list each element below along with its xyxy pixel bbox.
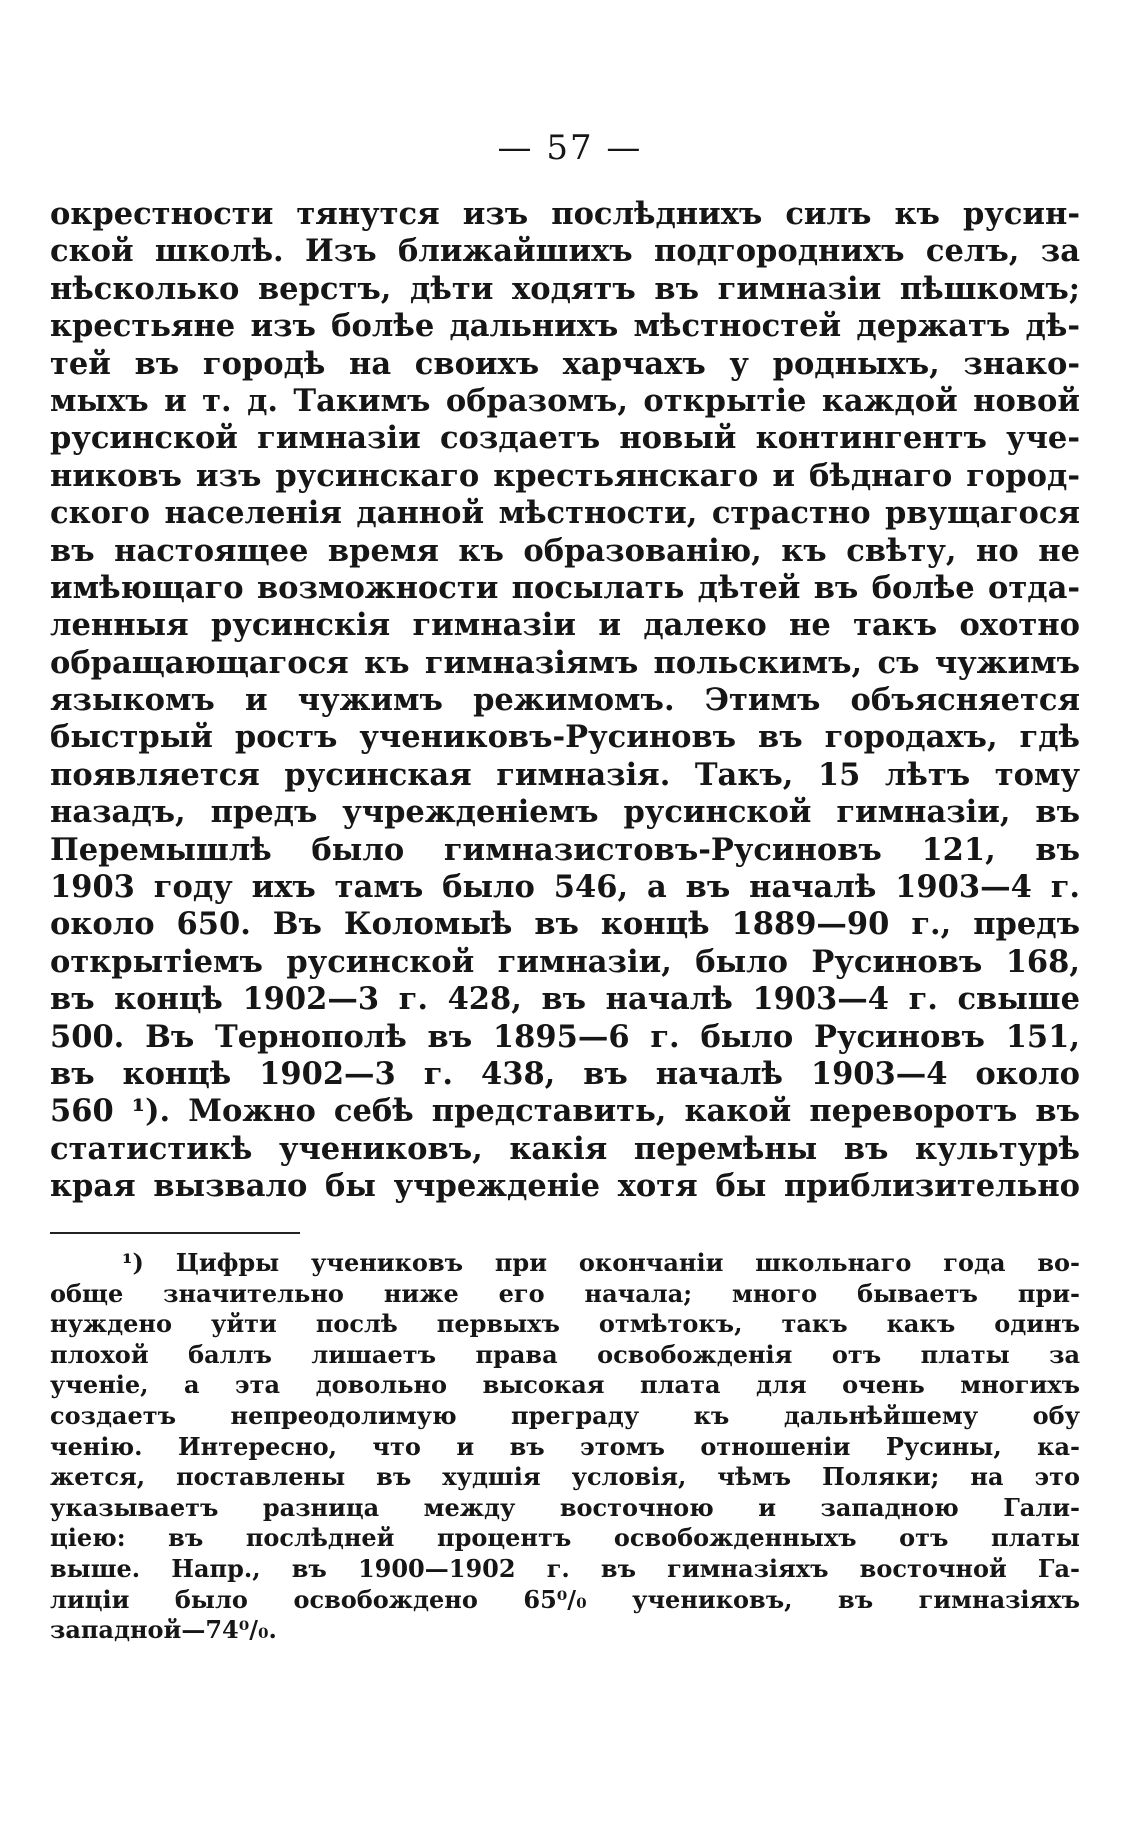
text-line: края вызвало бы учрежденіе хотя бы приблизительно bbox=[50, 1168, 1080, 1205]
text-line: 1903 году ихъ тамъ было 546, а въ началѣ 1903—4 г. bbox=[50, 869, 1080, 906]
footnote-line: ¹) Цифры учениковъ при окончаніи школьнаго года во- bbox=[122, 1248, 1080, 1277]
text-line: 500. Въ Тернополѣ въ 1895—6 г. было Русиновъ 151, bbox=[50, 1018, 1080, 1055]
footnote-line: ціею: въ послѣдней процентъ освобожденныхъ отъ платы bbox=[50, 1523, 1080, 1553]
text-line: открытіемъ русинской гимназіи, было Русиновъ 168, bbox=[50, 943, 1080, 980]
text-line: нѣсколько верстъ, дѣти ходятъ въ гимназіи пѣшкомъ; bbox=[50, 270, 1080, 307]
text-line: въ концѣ 1902—3 г. 438, въ началѣ 1903—4 около bbox=[50, 1055, 1080, 1092]
text-line: окрестности тянутся изъ послѣднихъ силъ къ русин- bbox=[50, 196, 1080, 232]
text-line: около 650. Въ Коломыѣ въ концѣ 1889—90 г., предъ bbox=[50, 906, 1080, 943]
footnote-line: западной—74⁰/₀. bbox=[50, 1615, 277, 1645]
text-line: русинской гимназіи создаетъ новый контингентъ уче- bbox=[50, 420, 1080, 457]
text-line: въ концѣ 1902—3 г. 428, въ началѣ 1903—4 г. свыше bbox=[50, 981, 1080, 1018]
text-line: назадъ, предъ учрежденіемъ русинской гимназіи, въ bbox=[50, 794, 1080, 831]
footnote-line: нуждено уйти послѣ первыхъ отмѣтокъ, такъ какъ одинъ bbox=[50, 1309, 1080, 1339]
text-line: имѣющаго возможности посылать дѣтей въ болѣе отда- bbox=[50, 569, 1080, 606]
footnote-line: создаетъ непреодолимую преграду къ дальнѣйшему обу bbox=[50, 1400, 1080, 1430]
footnote-line: указываетъ разница между восточною и западною Гали- bbox=[50, 1492, 1080, 1522]
text-line: появляется русинская гимназія. Такъ, 15 лѣтъ тому bbox=[50, 756, 1080, 793]
footnote-line: ученіе, а эта довольно высокая плата для очень многихъ bbox=[50, 1370, 1080, 1400]
footnote-line: выше. Напр., въ 1900—1902 г. въ гимназіяхъ восточной Га- bbox=[50, 1553, 1080, 1583]
text-line: крестьяне изъ болѣе дальнихъ мѣстностей держатъ дѣ- bbox=[50, 308, 1080, 345]
footnote-line: плохой баллъ лишаетъ права освобожденія отъ платы за bbox=[50, 1339, 1080, 1369]
footnote bbox=[50, 1248, 1080, 1646]
text-line: языкомъ и чужимъ режимомъ. Этимъ объясняется bbox=[50, 682, 1080, 719]
text-line: ской школѣ. Изъ ближайшихъ подгороднихъ селъ, за bbox=[50, 233, 1080, 270]
text-line: Перемышлѣ было гимназистовъ-Русиновъ 121, въ bbox=[50, 831, 1080, 868]
text-line: статистикѣ учениковъ, какія перемѣны въ культурѣ bbox=[50, 1130, 1080, 1167]
footnote-line: лиціи было освобождено 65⁰/₀ учениковъ, въ гимназіяхъ bbox=[50, 1584, 1080, 1614]
text-line: 560 ¹). Можно себѣ представить, какой переворотъ въ bbox=[50, 1093, 1080, 1130]
text-line: тей въ городѣ на своихъ харчахъ у родныхъ, знако- bbox=[50, 345, 1080, 382]
footnote-line: обще значительно ниже его начала; много бываетъ при- bbox=[50, 1278, 1080, 1308]
page-number: — 57 — bbox=[497, 128, 643, 168]
body-text bbox=[50, 196, 1080, 1206]
text-line: быстрый ростъ учениковъ-Русиновъ въ городахъ, гдѣ bbox=[50, 719, 1080, 756]
text-line: мыхъ и т. д. Такимъ образомъ, открытіе каждой новой bbox=[50, 382, 1080, 419]
footnote-divider bbox=[50, 1232, 300, 1234]
footnote-line: ченію. Интересно, что и въ этомъ отношеніи Русины, ка- bbox=[50, 1431, 1080, 1461]
text-line: въ настоящее время къ образованію, къ свѣту, но не bbox=[50, 532, 1080, 569]
text-line: обращающагося къ гимназіямъ польскимъ, съ чужимъ bbox=[50, 644, 1080, 681]
text-line: никовъ изъ русинскаго крестьянскаго и бѣднаго город- bbox=[50, 457, 1080, 494]
text-line: ского населенія данной мѣстности, страстно рвущагося bbox=[50, 495, 1080, 532]
text-line: ленныя русинскія гимназіи и далеко не такъ охотно bbox=[50, 607, 1080, 644]
footnote-line: жется, поставлены въ худшія условія, чѣмъ Поляки; на это bbox=[50, 1462, 1080, 1492]
